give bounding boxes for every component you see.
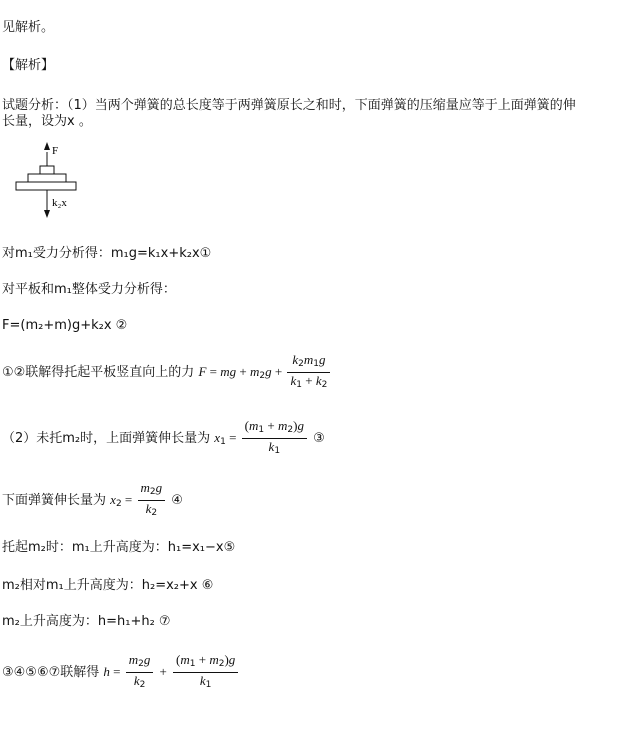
step-f: F=(m₂+m)g+k₂x ②: [2, 318, 128, 333]
equation-x1: （2）未托m₂时，上面弹簧伸长量为 $x_1$ = $\frac{(m_1 + m_2)g}{k_1}$ ③: [2, 418, 325, 456]
equation-x2: 下面弹簧伸长量为 $x_2$ = $\frac{m_2g}{k_2}$ ④: [2, 480, 183, 518]
step-h1: 托起m₂时：m₁上升高度为：h₁=x₁−x⑤: [2, 540, 236, 555]
step-whole: 对平板和m₁整体受力分析得：: [2, 282, 176, 297]
force-diagram: [14, 140, 84, 220]
analysis-heading: 【解析】: [2, 58, 55, 73]
step-h: m₂上升高度为：h=h₁+h₂ ⑦: [2, 614, 171, 629]
step-h2: m₂相对m₁上升高度为：h₂=x₂+x ⑥: [2, 578, 214, 593]
answer-line: 见解析。: [2, 20, 55, 35]
equation-f: ①②联解得托起平板竖直向上的力 F = mg + $m_2g$ + $\frac{k_2m_1g}{k_1 + k_2}$: [2, 352, 332, 393]
force-k2x-label: k₂x: [52, 197, 67, 209]
step-m1: 对m₁受力分析得：m₁g=k₁x+k₂x①: [2, 246, 212, 261]
force-f-label: F: [52, 145, 59, 157]
analysis-text-2: 长量，设为x 。: [2, 114, 92, 129]
analysis-text-1: 试题分析：（1）当两个弹簧的总长度等于两弹簧原长之和时，下面弹簧的压缩量应等于上面弹簧的伸: [2, 98, 576, 113]
equation-h: ③④⑤⑥⑦联解得 h = $\frac{m_2g}{k_2}$ + $\frac{(m_1 + m_2)g}{k_1}$: [2, 652, 240, 693]
